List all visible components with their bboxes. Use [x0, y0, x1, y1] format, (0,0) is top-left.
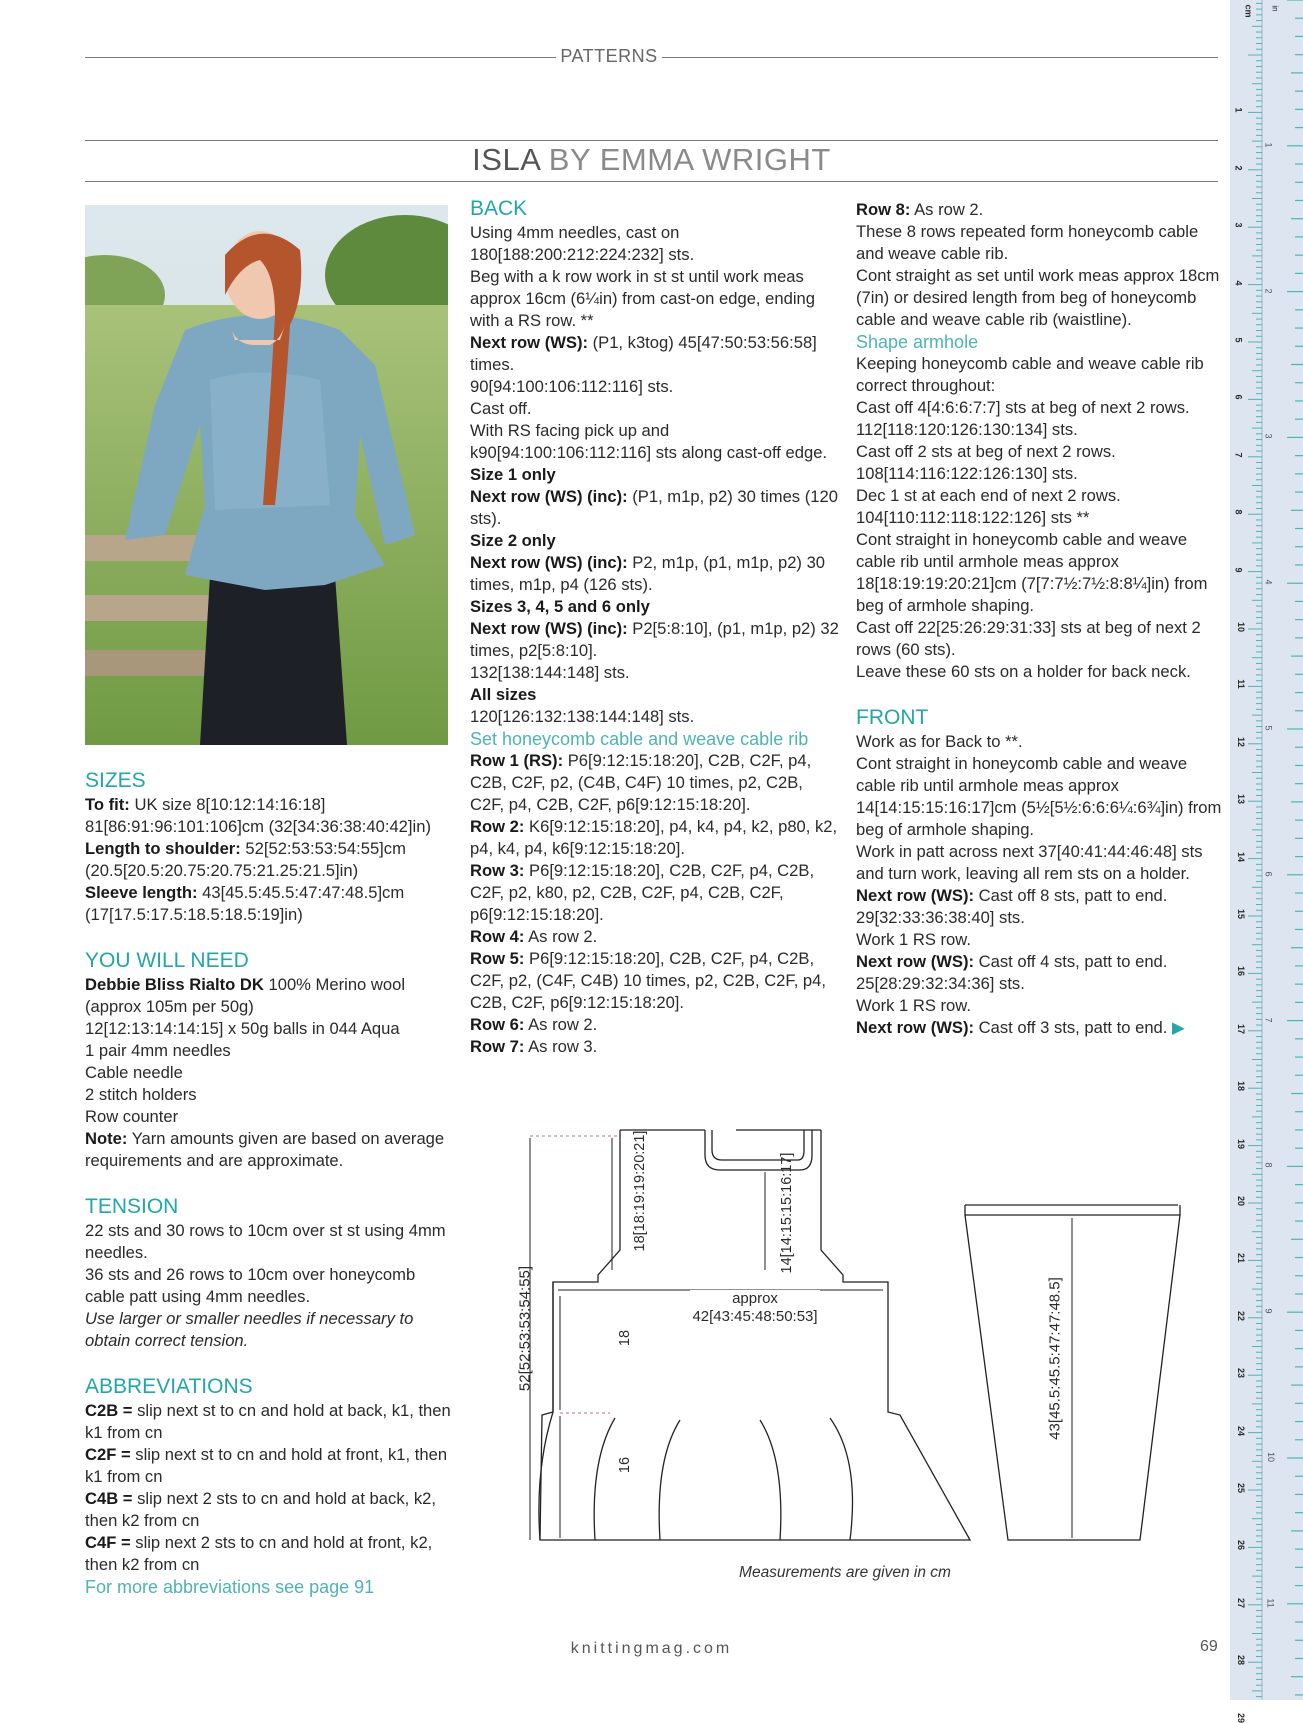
- row-line: [470, 860, 840, 926]
- front-text: Work as for Back to **.: [856, 732, 1023, 751]
- note-text: Yarn amounts given are based on average requirements and are approximate.: [85, 1129, 445, 1170]
- next-row-label: Next row (WS):: [856, 952, 974, 971]
- ruler-cm-label: 1: [1233, 107, 1244, 113]
- ruler-cm-label: 29: [1236, 1712, 1247, 1723]
- need-item: Cable needle: [85, 1063, 183, 1082]
- footer-site: knittingmag.com: [570, 1640, 733, 1657]
- abbr-text: slip next 2 sts to cn and hold at back, k2, then k2 from cn: [85, 1489, 436, 1530]
- middle-column: [470, 196, 840, 1058]
- row-text: P6[9:12:15:18:20], C2B, C2F, p4, C2B, C2F, p2, (C4F, C4B) 10 times, p2, C2B, C2F, p4, C2B, C2F, p6[9:12:15:18:20].: [470, 949, 826, 1012]
- next-row: [470, 618, 840, 662]
- shape-armhole-subheading: Shape armhole: [856, 332, 979, 352]
- next-row-text: P2, m1p, (p1, m1p, p2) 30 times, m1p, p4 (126 sts).: [470, 553, 826, 594]
- tension-line: 22 sts and 30 rows to 10cm over st st using 4mm needles.: [85, 1221, 446, 1262]
- right-text: Dec 1 st at each end of next 2 rows.: [856, 486, 1121, 505]
- right-column: [856, 199, 1222, 1039]
- ruler-cm-label: 6: [1233, 394, 1244, 400]
- next-row-text: (P1, k3tog) 45[47:50:53:56:58] times.: [470, 333, 817, 374]
- page-number: 69: [1200, 1638, 1218, 1655]
- armhole-depth-label: 18[18:19:19:20:21]: [632, 1130, 648, 1252]
- ruler-unit-in: in: [1270, 5, 1280, 12]
- next-row: [470, 332, 840, 376]
- front-text: Cont straight in honeycomb cable and weave cable rib until armhole meas approx 14[14:15:15:16:17]cm (5½[5½:6:6:6¼:6¾]in) from beg of armhole shaping.: [856, 754, 1222, 839]
- front-heading: FRONT: [856, 706, 929, 729]
- right-text: 104[110:112:118:122:126] sts **: [856, 508, 1090, 527]
- row-label: Row 3:: [470, 861, 525, 880]
- ruler-cm-label: 20: [1236, 1195, 1247, 1207]
- all-sizes-label: All sizes: [470, 685, 537, 704]
- ruler-cm-label: 9: [1233, 567, 1244, 573]
- ruler-cm-label: 2: [1233, 165, 1244, 171]
- ruler-in-label: 1: [1263, 142, 1274, 148]
- right-text: Cont straight in honeycomb cable and weave cable rib until armhole meas approx 18[18:19:19:20:21]cm (7[7:7½:7½:8:8¼]in) from beg of armhole shaping.: [856, 530, 1208, 615]
- sizes-heading: SIZES: [85, 769, 146, 792]
- ruler-cm-label: 19: [1236, 1138, 1247, 1149]
- size3-label: Sizes 3, 4, 5 and 6 only: [470, 597, 650, 616]
- ruler-cm-label: 3: [1233, 222, 1244, 228]
- title-rule-top: [85, 140, 1218, 141]
- right-text: These 8 rows repeated form honeycomb cable and weave cable rib.: [856, 222, 1199, 263]
- abbr-item: [85, 1488, 453, 1532]
- sizes-line: [85, 794, 453, 838]
- ruler-cm-label: 25: [1236, 1482, 1247, 1494]
- row-line: [470, 1036, 840, 1058]
- size-label: [470, 530, 840, 552]
- next-row: [470, 552, 840, 596]
- sizes-text: UK size 8[10:12:14:16:18] 81[86:91:96:101:106]cm (32[34:36:38:40:42]in): [85, 795, 431, 836]
- next-row: [856, 1017, 1222, 1039]
- ruler-in-label: 9: [1263, 1308, 1274, 1314]
- spacer: [85, 926, 453, 948]
- next-row-text: (P1, m1p, p2) 30 times (120 sts).: [470, 487, 838, 528]
- row-text: As row 2.: [910, 200, 984, 219]
- next-row-label: Next row (WS) (inc):: [470, 487, 628, 506]
- yarn-line: [85, 974, 453, 1018]
- left-column: [85, 768, 453, 1598]
- size1-label: Size 1 only: [470, 465, 556, 484]
- waist-length-label: 18: [617, 1329, 633, 1347]
- row-line: [470, 816, 840, 860]
- size2-label: Size 2 only: [470, 531, 556, 550]
- ruler-cm-label: 16: [1236, 966, 1247, 977]
- right-text: Keeping honeycomb cable and weave cable rib correct throughout:: [856, 354, 1204, 395]
- ruler-cm-label: 27: [1236, 1597, 1247, 1608]
- pattern-title: [85, 142, 1218, 178]
- ruler-cm-label: 28: [1236, 1655, 1247, 1666]
- abbr-text: slip next st to cn and hold at back, k1, then k1 from cn: [85, 1401, 451, 1442]
- next-row-text: Cast off 3 sts, patt to end.: [974, 1018, 1168, 1037]
- front-text: Work 1 RS row.: [856, 996, 971, 1015]
- back-text: Using 4mm needles, cast on 180[188:200:212:224:232] sts.: [470, 223, 695, 264]
- back-text: Beg with a k row work in st st until work meas approx 16cm (6¼in) from cast-on edge, ending with a RS row. **: [470, 267, 815, 330]
- sleeve-length-label: 43[45.5:45.5:47:47:48.5]: [1046, 1277, 1064, 1440]
- row-label: Row 1 (RS):: [470, 751, 564, 770]
- abbr-item: [85, 1532, 453, 1576]
- schematic-diagram: [500, 1120, 1200, 1550]
- right-text: Cast off 4[4:6:6:7:7] sts at beg of next 2 rows.: [856, 398, 1190, 417]
- spacer: [85, 1352, 453, 1374]
- row-label: Row 5:: [470, 949, 525, 968]
- row-label: Row 6:: [470, 1015, 525, 1034]
- title-name: ISLA: [472, 142, 540, 177]
- ruler-cm-label: 17: [1236, 1023, 1247, 1034]
- abbr-item: [85, 1444, 453, 1488]
- ruler-cm-label: 26: [1236, 1540, 1247, 1551]
- abbr-heading: ABBREVIATIONS: [85, 1375, 253, 1398]
- sizes-label: Sleeve length:: [85, 883, 198, 902]
- row-line: [470, 1014, 840, 1036]
- abbr-label: C2B =: [85, 1401, 133, 1420]
- cable-rib-subheading: Set honeycomb cable and weave cable rib: [470, 729, 809, 749]
- next-row-label: Next row (WS) (inc):: [470, 553, 628, 572]
- front-text: 29[32:33:36:38:40] sts.: [856, 908, 1025, 927]
- right-text: Cont straight as set until work meas approx 18cm (7in) or desired length from beg of honeycomb cable and weave cable rib (waistline).: [856, 266, 1220, 329]
- ruler-cm-label: 18: [1236, 1081, 1247, 1092]
- row-text: As row 2.: [524, 927, 598, 946]
- front-text: 25[28:29:32:34:36] sts.: [856, 974, 1025, 993]
- note-line: [85, 1128, 453, 1172]
- row-text: P6[9:12:15:18:20], C2B, C2F, p4, C2B, C2F, p2, k80, p2, C2B, C2F, p4, C2B, C2F, p6[9:12:15:18:20].: [470, 861, 815, 924]
- next-row-text: Cast off 4 sts, patt to end.: [974, 952, 1168, 971]
- row-text: As row 2.: [524, 1015, 598, 1034]
- back-text: Cast off.: [470, 399, 532, 418]
- row-line: [470, 926, 840, 948]
- ruler-unit-cm: cm: [1243, 4, 1254, 18]
- ruler-in-label: 4: [1263, 579, 1274, 585]
- next-row-text: Cast off 8 sts, patt to end.: [974, 886, 1168, 905]
- ruler-cm-label: 5: [1233, 337, 1244, 343]
- ruler-cm-label: 14: [1236, 851, 1247, 862]
- ruler-cm-label: 23: [1236, 1368, 1247, 1379]
- spacer: [85, 1172, 453, 1194]
- row-label: Row 8:: [856, 200, 911, 219]
- right-text: 112[118:120:126:130:134] sts.: [856, 420, 1078, 439]
- ruler-in-label: 7: [1263, 1017, 1274, 1023]
- next-row-label: Next row (WS):: [470, 333, 588, 352]
- ruler-in-label: 6: [1263, 871, 1274, 877]
- width-label: 42[43:45:48:50:53]: [692, 1308, 818, 1325]
- yarn-text: 100% Merino wool (approx 105m per 50g): [85, 975, 406, 1016]
- front-text: Work in patt across next 37[40:41:44:46:48] sts and turn work, leaving all rem sts on a holder.: [856, 842, 1203, 883]
- ruler-cm-label: 10: [1236, 621, 1247, 633]
- row-line: [470, 750, 840, 816]
- row-label: Row 4:: [470, 927, 525, 946]
- ruler-cm-label: 4: [1233, 280, 1244, 286]
- abbr-label: C4B =: [85, 1489, 133, 1508]
- ruler-cm-label: 24: [1236, 1425, 1247, 1436]
- approx-label: approx: [690, 1290, 820, 1307]
- next-row: [856, 951, 1222, 973]
- back-text: 132[138:144:148] sts.: [470, 663, 630, 682]
- tension-heading: TENSION: [85, 1195, 179, 1218]
- more-abbreviations-link[interactable]: For more abbreviations see page 91: [85, 1577, 375, 1597]
- row-label: Row 2:: [470, 817, 525, 836]
- next-row: [470, 486, 840, 530]
- need-item: 12[12:13:14:14:15] x 50g balls in 044 Aqua: [85, 1019, 400, 1038]
- right-text: Cast off 22[25:26:29:31:33] sts at beg of next 2 rows (60 sts).: [856, 618, 1201, 659]
- diagram-caption: Measurements are given in cm: [739, 1564, 951, 1581]
- peplum-length-label: 16: [617, 1456, 633, 1474]
- ruler-cm-label: 12: [1236, 736, 1247, 747]
- photo-image: [85, 205, 448, 745]
- ruler-cm-label: 13: [1236, 794, 1247, 805]
- row-line: [856, 199, 1222, 221]
- back-heading: BACK: [470, 197, 528, 220]
- right-text: Leave these 60 sts on a holder for back neck.: [856, 662, 1191, 681]
- sizes-label: Length to shoulder:: [85, 839, 241, 858]
- tension-line: 36 sts and 26 rows to 10cm over honeycomb cable patt using 4mm needles.: [85, 1265, 416, 1306]
- row-text: P6[9:12:15:18:20], C2B, C2F, p4, C2B, C2F, p2, (C4B, C4F) 10 times, p2, C2B, C2F, p4, C2B, C2F, p6[9:12:15:18:20].: [470, 751, 812, 814]
- ruler-in-label: 3: [1263, 433, 1274, 439]
- need-item: Row counter: [85, 1107, 179, 1126]
- right-text: 108[114:116:122:126:130] sts.: [856, 464, 1078, 483]
- front-text: Work 1 RS row.: [856, 930, 971, 949]
- abbr-label: C2F =: [85, 1445, 131, 1464]
- ruler-ticks: [1230, 0, 1303, 1700]
- note-label: Note:: [85, 1129, 128, 1148]
- sizes-label: To fit:: [85, 795, 130, 814]
- sizes-text: 43[45.5:45.5:47:47:48.5]cm (17[17.5:17.5:18.5:18.5:19]in): [85, 883, 405, 924]
- row-line: [470, 948, 840, 1014]
- ruler-in-label: 10: [1266, 1451, 1277, 1463]
- ruler-in-label: 5: [1263, 725, 1274, 731]
- row-text: As row 3.: [524, 1037, 598, 1056]
- next-row: [856, 885, 1222, 907]
- next-row-label: Next row (WS) (inc):: [470, 619, 628, 638]
- right-text: Cast off 2 sts at beg of next 2 rows.: [856, 442, 1116, 461]
- continue-arrow-icon[interactable]: ▶: [1172, 1018, 1185, 1037]
- back-text: With RS facing pick up and k90[94:100:106:112:116] sts along cast-off edge.: [470, 421, 828, 462]
- ruler-cm-label: 7: [1233, 452, 1244, 458]
- next-row-text: P2[5:8:10], (p1, m1p, p2) 32 times, p2[5:8:10].: [470, 619, 839, 660]
- ruler-cm-label: 11: [1235, 679, 1246, 690]
- next-row-label: Next row (WS):: [856, 1018, 974, 1037]
- sizes-line: [85, 882, 453, 926]
- ruler-in-label: 2: [1263, 288, 1274, 294]
- ruler-in-label: 8: [1263, 1162, 1274, 1168]
- yarn-label: Debbie Bliss Rialto DK: [85, 975, 264, 994]
- abbr-text: slip next 2 sts to cn and hold at front, k2, then k2 from cn: [85, 1533, 433, 1574]
- spacer: [856, 683, 1222, 705]
- tension-italic: Use larger or smaller needles if necessary to obtain correct tension.: [85, 1309, 414, 1350]
- row-text: K6[9:12:15:18:20], p4, k4, p4, k2, p80, k2, p4, k4, p4, k6[9:12:15:18:20].: [470, 817, 838, 858]
- need-item: 1 pair 4mm needles: [85, 1041, 231, 1060]
- section-label: [0, 46, 1218, 67]
- sizes-line: [85, 838, 453, 882]
- knitter-photo: [85, 205, 448, 745]
- need-item: 2 stitch holders: [85, 1085, 197, 1104]
- back-text: 90[94:100:106:112:116] sts.: [470, 377, 674, 396]
- need-heading: YOU WILL NEED: [85, 949, 249, 972]
- sizes-text: 52[52:53:53:54:55]cm (20.5[20.5:20.75:20.75:21.25:21.5]in): [85, 839, 406, 880]
- front-neck-label: 14[14:15:15:16:17]: [779, 1152, 795, 1274]
- measuring-ruler: [1230, 0, 1303, 1723]
- ruler-cm-label: 21: [1236, 1253, 1247, 1264]
- total-length-label: 52[52:53:53:54:55]: [516, 1265, 534, 1392]
- ruler-cm-label: 22: [1236, 1310, 1247, 1321]
- ruler-cm-label: 15: [1236, 908, 1247, 920]
- row-label: Row 7:: [470, 1037, 525, 1056]
- size-label: [470, 464, 840, 486]
- section-label-text: PATTERNS: [556, 46, 661, 66]
- abbr-text: slip next st to cn and hold at front, k1, then k1 from cn: [85, 1445, 448, 1486]
- abbr-label: C4F =: [85, 1533, 131, 1552]
- next-row-label: Next row (WS):: [856, 886, 974, 905]
- back-text: 120[126:132:138:144:148] sts.: [470, 707, 695, 726]
- abbr-item: [85, 1400, 453, 1444]
- size-label: [470, 684, 840, 706]
- size-label: [470, 596, 840, 618]
- ruler-in-label: 11: [1265, 1598, 1276, 1608]
- ruler-cm-label: 8: [1233, 509, 1244, 515]
- title-author: BY EMMA WRIGHT: [548, 142, 831, 177]
- title-rule-bottom: [85, 181, 1218, 182]
